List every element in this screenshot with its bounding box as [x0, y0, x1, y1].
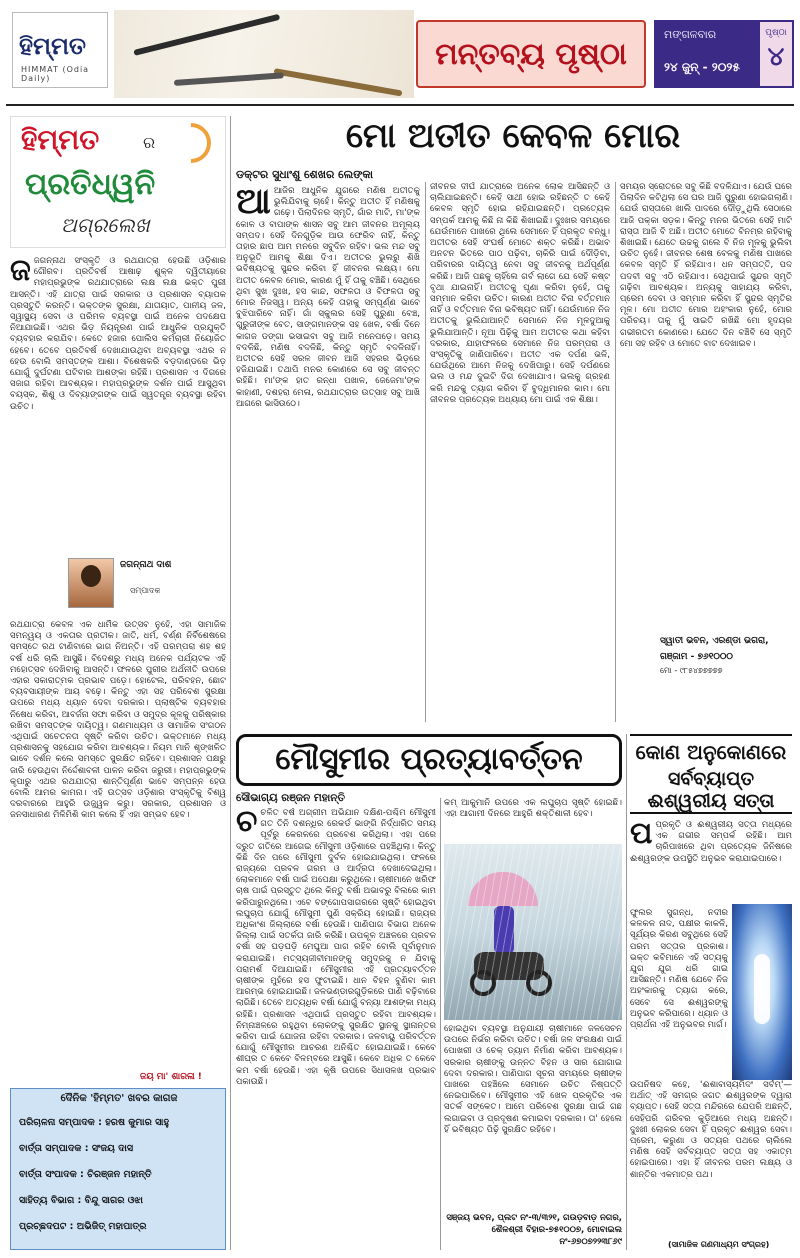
- contact-line: ପରିଚାଳନା ସମ୍ପାଦକ : ହରଷ କୁମାର ସାହୁ: [19, 1117, 169, 1128]
- column-divider: [440, 798, 441, 1250]
- issue-date: ୨୪ ଜୁନ୍ - ୨୦୨୫: [664, 60, 740, 74]
- article2-headline[interactable]: ମୌସୁମୀର ପ୍ରତ୍ୟାବର୍ତ୍ତନ: [236, 734, 622, 786]
- editorial-signature: ଜୟ ମା' ଶାରଳା !: [140, 1072, 202, 1082]
- article3-headline-line1: କୋଣ ଅନୁକୋଣରେ: [635, 740, 787, 764]
- editor-photo: [68, 558, 114, 608]
- contact-heading: ଦୈନିକ 'ହିମ୍ମତ' ଖବର କାଗଜ: [60, 1093, 178, 1104]
- column-divider: [615, 182, 616, 722]
- drop-cap: ଆ: [236, 186, 271, 222]
- article1-column-1: [236, 186, 420, 724]
- article2-address: ସଞ୍ଜୟ ଭବନ, ପ୍ଲଟ ନଂ-୩/୩୨୧, ଗଉଡ଼ବାଡ଼ ନଗର, ଶୈଳଶ୍ରୀ ବିହାର-୭୫୧୦୦୭, ମୋବାଇଲ ନଂ-୬୭୦୭୨୨୩୮୬୯: [446, 1213, 622, 1247]
- article2-text-1: ଚଳିତ ବର୍ଷ ଅଗ୍ରୀମ ଅଭିଯାନ ଦକ୍ଷିଣ-ପଶ୍ଚିମ ମୌସୁମୀ ଗତ ତିନି ଦଶନ୍ଧିର ରେକର୍ଡ ଭାଙ୍ଗି ନିର୍ଦ୍ଧାରିତ ସମୟ ପୂର୍ବରୁ କେରଳରେ ପ୍ରବେଶ କରିଥିଲା। ଏହା ପରେ ଦ୍ରୁତ ଗତିରେ ଆଗେଇ ମୌସୁମୀ ଓଡ଼ିଶାରେ ପହଞ୍ଚିଥିଲା। କିନ୍ତୁ କିଛି ଦିନ ପରେ ମୌସୁମୀ ଦୁର୍ବଳ ହୋଇଯାଇଥିଲା। ଫଳରେ ରାଜ୍ୟରେ ପ୍ରବଳ ଗରମ ଓ ଆର୍ଦ୍ରତା ଦେଖାଦେଇଥିଲା। ଲୋକମାନେ ବର୍ଷା ପାଇଁ ଅପେକ୍ଷା କରୁଥିଲେ। ଚାଷୀମାନେ ଖରିଫ ଚାଷ ପାଇଁ ପ୍ରସ୍ତୁତ ଥିଲେ କିନ୍ତୁ ବର୍ଷା ଅଭାବରୁ ବିଲରେ କାମ କରିପାରୁନଥିଲେ। ଏବେ ବଙ୍ଗୋପସାଗରରେ ସୃଷ୍ଟି ହୋଇଥିବା ଲଘୁଚାପ ଯୋଗୁଁ ମୌସୁମୀ ପୁଣି ସକ୍ରିୟ ହୋଇଛି। ରାଜ୍ୟର ଅଧିକାଂଶ ଜିଲ୍ଲାରେ ବର୍ଷା ହେଉଛି। ପାଣିପାଗ ବିଭାଗ ଅନେକ ଜିଲ୍ଲା ପାଇଁ ସତର୍କତା ଜାରି କରିଛି। ଉପକୂଳ ଅଞ୍ଚଳରେ ପ୍ରବଳ ବର୍ଷା ସହ ଘଡ଼ଘଡ଼ି ମେଘୁଆ ପାଗ ରହିବ ବୋଲି ପୂର୍ବାନୁମାନ କରାଯାଇଛି। ମତ୍ସ୍ୟଜୀବୀମାନଙ୍କୁ ସମୁଦ୍ରକୁ ନ ଯିବାକୁ ପରାମର୍ଶ ଦିଆଯାଇଛି। ମୌସୁମୀର ଏହି ପ୍ରତ୍ୟାବର୍ତ୍ତନ ଚାଷୀଙ୍କ ମୁହଁରେ ହସ ଫୁଟାଇଛି। ଧାନ ବିହନ ବୁଣିବା କାମ ଆରମ୍ଭ ହୋଇଯାଇଛି। ଜଳଭଣ୍ଡାରଗୁଡ଼ିକରେ ପାଣି ବଢ଼ିବାରେ ଲାଗିଛି। ତେବେ ଅତ୍ୟଧିକ ବର୍ଷା ଯୋଗୁଁ ବନ୍ୟା ଆଶଙ୍କା ମଧ୍ୟ ରହିଛି। ପ୍ରଶାସନ ଏଥିପାଇଁ ପ୍ରସ୍ତୁତ ରହିବା ଆବଶ୍ୟକ। ନିମ୍ନାଞ୍ଚଳରେ ରହୁଥିବା ଲୋକଙ୍କୁ ସୁରକ୍ଷିତ ସ୍ଥାନକୁ ସ୍ଥାନାନ୍ତର କରିବା ପାଇଁ ଯୋଜନା ରହିବା ଦରକାର। ଜଳବାୟୁ ପରିବର୍ତ୍ତନ ଯୋଗୁଁ ମୌସୁମୀର ଆଚରଣ ଅନିଶ୍ଚିତ ହୋଇଯାଇଛି। କେବେ ଶୀଘ୍ର ତ କେବେ ବିଳମ୍ବରେ ଆସୁଛି। କେବେ ଅଧିକ ତ କେବେ କମ ବର୍ଷା ହେଉଛି। ଏହା କୃଷି ଉପରେ ସିଧାସଳଖ ପ୍ରଭାବ ପକାଉଛି।: [236, 808, 436, 1087]
- editorial-text-1: ଜଗନ୍ନାଥ ସଂସ୍କୃତି ଓ ରଥଯାତ୍ରା ହେଉଛି ଓଡ଼ିଶାର ଗୌରବ। ପ୍ରତିବର୍ଷ ଆଷାଢ଼ ଶୁକ୍ଳ ଦ୍ୱିତୀୟାରେ ମହାପ୍ରଭୁଙ୍କ ରଥଯାତ୍ରାରେ ଲକ୍ଷ ଲକ୍ଷ ଭକ୍ତ ପୁରୀ ଆସନ୍ତି। ଏହି ଯାତ୍ରା ପାଇଁ ସରକାର ଓ ପ୍ରଶାସନ ବ୍ୟାପକ ପ୍ରସ୍ତୁତି କରନ୍ତି। ଭକ୍ତଙ୍କ ସୁରକ୍ଷା, ଯାତାୟାତ, ପାନୀୟ ଜଳ, ସ୍ୱାସ୍ଥ୍ୟ ସେବା ଓ ପରିମଳ ବ୍ୟବସ୍ଥା ପାଇଁ ଅନେକ ପଦକ୍ଷେପ ନିଆଯାଇଛି। ଏଥର ଭିଡ଼ ନିୟନ୍ତ୍ରଣ ପାଇଁ ଆଧୁନିକ ପ୍ରଯୁକ୍ତି ବ୍ୟବହାର କରାଯିବ। କେତେ ହଜାର ପୋଲିସ କର୍ମଚାରୀ ନିୟୋଜିତ ହେବେ। ତେବେ ପ୍ରତିବର୍ଷ ଦେଖାଯାଉଥିବା ଅବ୍ୟବସ୍ଥା ଏଥର ନ ହେଉ ବୋଲି ସମସ୍ତଙ୍କ ଆଶା। ବିଶେଷକରି ବଡ଼ଦାଣ୍ଡରେ ଭିଡ଼ ଯୋଗୁଁ ଦୁର୍ଘଟଣା ଘଟିବାର ଆଶଙ୍କା ରହିଛି। ପ୍ରଶାସନ ଏ ଦିଗରେ ସଜାଗ ରହିବା ଆବଶ୍ୟକ। ମହାପ୍ରଭୁଙ୍କ ଦର୍ଶନ ପାଇଁ ଆସୁଥିବା ବୟସ୍କ, ଶିଶୁ ଓ ଦିବ୍ୟାଙ୍ଗଙ୍କ ପାଇଁ ସ୍ୱତନ୍ତ୍ର ବ୍ୟବସ୍ଥା ରହିବା ଉଚିତ।: [10, 256, 226, 412]
- pratidhwani-brand: [10, 116, 226, 248]
- weekday: ମଙ୍ଗଳବାର: [664, 28, 717, 41]
- divine-light-image: [732, 904, 792, 1080]
- brand-pratidhwani: ପ୍ରତିଧ୍ୱନି: [25, 167, 156, 202]
- monsoon-rain-photo: [444, 844, 622, 1020]
- author-place: ଗଞ୍ଜାମ - ୭୬୧୦୦୦: [660, 652, 733, 662]
- pen-shape: [273, 68, 402, 96]
- editorial-body-part2: ରଥଯାତ୍ରା କେବଳ ଏକ ଧାର୍ମିକ ଉତ୍ସବ ନୁହେଁ, ଏହା ସାମାଜିକ ସମନ୍ୱୟ ଓ ଏକତାର ପ୍ରତୀକ। ଜାତି, ଧର୍ମ, ବର୍ଣ୍ଣ ନିର୍ବିଶେଷରେ ସମସ୍ତେ ରଥ ଟାଣିବାରେ ଭାଗ ନିଅନ୍ତି। ଏହି ପରମ୍ପରା ଶହ ଶହ ବର୍ଷ ଧରି ଚାଲି ଆସୁଛି। ବିଦେଶରୁ ମଧ୍ୟ ଅନେକ ପର୍ଯ୍ୟଟକ ଏହି ମହୋତ୍ସବ ଦେଖିବାକୁ ଆସନ୍ତି। ଫଳରେ ପୁରୀର ଅର୍ଥନୀତି ଉପରେ ଏହାର ସକାରାତ୍ମକ ପ୍ରଭାବ ପଡ଼େ। ହୋଟେଲ, ପରିବହନ, ଛୋଟ ବ୍ୟବସାୟୀଙ୍କ ଆୟ ବଢ଼େ। କିନ୍ତୁ ଏହା ସହ ପରିବେଶ ସୁରକ୍ଷା ଉପରେ ମଧ୍ୟ ଧ୍ୟାନ ଦେବା ଦରକାର। ପ୍ଲାଷ୍ଟିକ ବ୍ୟବହାର ନିଷେଧ କରିବା, ଆବର୍ଜନା ସଫା କରିବା ଓ ସମୁଦ୍ର କୂଳକୁ ପରିଷ୍କାର ରଖିବା ସମସ୍ତଙ୍କ ଦାୟିତ୍ୱ। ଗଣମାଧ୍ୟମ ଓ ସାମାଜିକ ସଂଗଠନ ଏଥିପାଇଁ ସଚେତନତା ସୃଷ୍ଟି କରିବା ଉଚିତ। ଭକ୍ତମାନେ ମଧ୍ୟ ପ୍ରଶାସନକୁ ସହଯୋଗ କରିବା ଆବଶ୍ୟକ। ନିୟମ ମାନି ଶୃଙ୍ଖଳିତ ଭାବେ ଦର୍ଶନ କଲେ ସମସ୍ତେ ସୁରକ୍ଷିତ ରହିବେ। ପ୍ରଶାସନ ପକ୍ଷରୁ ଜାରି ହେଉଥିବା ନିର୍ଦ୍ଦେଶାବଳୀ ପାଳନ କରିବା ଜରୁରୀ। ମହାପ୍ରଭୁଙ୍କ କୃପାରୁ ଏଥର ରଥଯାତ୍ରା ଶାନ୍ତିପୂର୍ଣ୍ଣ ଭାବେ ସମ୍ପନ୍ନ ହେଉ ବୋଲି ଆମର କାମନା। ଏହି ଉତ୍ସବ ଓଡ଼ିଶାର ସଂସ୍କୃତିକୁ ବିଶ୍ୱ ଦରବାରରେ ଆହୁରି ଉଜ୍ଜ୍ୱଳ କରୁ। ସରକାର, ପ୍ରଶାସନ ଓ ଜନସାଧାରଣ ମିଳିମିଶି କାମ କଲେ ହିଁ ଏହା ସମ୍ଭବ ହେବ।: [10, 620, 226, 821]
- article3-column-narrow: ଫୁଲର ସୁଗନ୍ଧ, ନଦୀର କଳକଳ ନାଦ, ପକ୍ଷୀର କାକଳି, ସୂର୍ଯ୍ୟର କିରଣ ସବୁଥିରେ ସେହି ପରମ ସତ୍ତାର ପ୍ରକାଶ। ଭକ୍ତ କବିମାନେ ଏହି ସତ୍ୟକୁ ଯୁଗ ଯୁଗ ଧରି ଗାଇ ଆସିଛନ୍ତି। ମଣିଷ ଯେବେ ନିଜ ଅହଂକାରକୁ ତ୍ୟାଗ କରେ, ସେବେ ସେ ଈଶ୍ୱରଙ୍କୁ ଅନୁଭବ କରିପାରେ। ଧ୍ୟାନ ଓ ପ୍ରାର୍ଥନା ଏହି ଅନୁଭବର ମାର୍ଗ।: [630, 908, 728, 1031]
- article3-headline-line2: ସର୍ବବ୍ୟାପ୍ତ ଈଶ୍ୱରୀୟ ସତ୍ତା: [647, 768, 775, 812]
- article2-column-2-top: କମ୍ ଆକୁମାନି ଉପରେ ଏକ ଲଘୁଚାପ ସୃଷ୍ଟି ହୋଇଛି। ଏହା ଆଗାମୀ ଦିନରେ ଆହୁରି ଶକ୍ତିଶାଳୀ ହେବ।: [444, 798, 622, 820]
- author-address: ସ୍ୱାତୀ ଭବନ, ଏରଣ୍ଡା ଭଗରା,: [660, 636, 769, 646]
- editor-role: ସମ୍ପାଦକ: [130, 586, 161, 595]
- page-label: ପୃଷ୍ଠା: [765, 28, 787, 38]
- wifi-signal-icon: [163, 115, 220, 172]
- brand-himmat: ହିମ୍ମତ: [21, 123, 100, 156]
- pen-shape: [133, 14, 280, 56]
- contact-line: ବାର୍ତ୍ତା ସଂପାଦକ : ଚିରଞ୍ଜନ ମହାନ୍ତି: [19, 1169, 152, 1180]
- date-box: [654, 20, 758, 88]
- editor-name: ଜଗନ୍ନାଥ ଦାଶ: [120, 560, 172, 570]
- article3-source: (ସାମାଜିକ ଗଣମାଧ୍ୟମ ସଂଗ୍ରହ): [668, 1240, 770, 1249]
- article2-byline: ସୌଭାଗ୍ୟ ରଞ୍ଜନ ମହାନ୍ତି: [236, 792, 346, 804]
- brand-ra: ର: [143, 133, 156, 152]
- article2-column-2-bottom: ହୋଇଥିବା ବ୍ୟବସ୍ଥା ଅନୁଯାୟୀ ଚାଷୀମାନେ ଜଳସେଚନ ଉପରେ ନିର୍ଭର କରିବା ଉଚିତ। ବର୍ଷା ଜଳ ସଂରକ୍ଷଣ ପାଇଁ ପୋଖରୀ ଓ ଚେକ୍ ଡ୍ୟାମ ନିର୍ମାଣ କରିବା ଆବଶ୍ୟକ। ସରକାର ଚାଷୀଙ୍କୁ ଉନ୍ନତ ବିହନ ଓ ସାର ଯୋଗାଇ ଦେବା ଦରକାର। ପାଣିପାଗ ସୂଚନା ସମୟରେ ଚାଷୀଙ୍କ ପାଖରେ ପହଞ୍ଚିଲେ ସେମାନେ ଉଚିତ ନିଷ୍ପତ୍ତି ନେଇପାରିବେ। ମୌସୁମୀର ଏହି ଖେଳ ପ୍ରକୃତିର ଏକ ସତର୍କ ସଙ୍କେତ। ଆମେ ପରିବେଶ ସୁରକ୍ଷା ପାଇଁ ଗଛ ଲଗାଇବା ଓ ପ୍ରଦୂଷଣ କମାଇବା ଦରକାର। ତା' ହେଲେ ହିଁ ଭବିଷ୍ୟତ ପିଢ଼ି ସୁରକ୍ଷିତ ରହିବେ।: [444, 1024, 622, 1135]
- article1-column-2: ଜୀବନର ଦୀର୍ଘ ଯାତ୍ରାରେ ଅନେକ ଲୋକ ଆସିଛନ୍ତି ଓ ଚାଲିଯାଇଛନ୍ତି। କେହି ସାଥୀ ହୋଇ ରହିଛନ୍ତି ତ କେହି କେବଳ ସ୍ମୃତି ହୋଇ ରହିଯାଇଛନ୍ତି। ପ୍ରତ୍ୟେକ ସମ୍ପର୍କ ଆମକୁ କିଛି ନା କିଛି ଶିଖାଇଛି। ଦୁଃଖର ସମୟରେ ଯେଉଁମାନେ ପାଖରେ ଥିଲେ ସେମାନେ ହିଁ ପ୍ରକୃତ ବନ୍ଧୁ। ଅତୀତର ସେହି ସଂଘର୍ଷ ମୋତେ ଶକ୍ତ କରିଛି। ଅଭାବ ଅନଟନ ଭିତରେ ପାଠ ପଢ଼ିବା, ଚାକିରି ପାଇଁ ଦୌଡ଼ିବା, ପରିବାରର ଦାୟିତ୍ୱ ନେବା ସବୁ ଜୀବନକୁ ଅର୍ଥପୂର୍ଣ୍ଣ କରିଛି। ଆଜି ପଛକୁ ଚାହିଁଲେ ଗର୍ବ ଲାଗେ ଯେ ସେହି କଷ୍ଟ ବୃଥା ଯାଇନାହିଁ। ଅତୀତକୁ ଘୃଣା କରିବା ନୁହେଁ, ତାକୁ ସମ୍ମାନ କରିବା ଉଚିତ। କାରଣ ଅତୀତ ବିନା ବର୍ତ୍ତମାନ ନାହିଁ ଓ ବର୍ତ୍ତମାନ ବିନା ଭବିଷ୍ୟତ ନାହିଁ। ଯେଉଁମାନେ ନିଜ ଅତୀତକୁ ଭୁଲିଯାଆନ୍ତି ସେମାନେ ନିଜ ମୂଳଦୁଆକୁ ଭୁଲିଯାଆନ୍ତି। ନୂଆ ପିଢ଼ିକୁ ଆମ ଅତୀତର କଥା କହିବା ଦରକାର, ଯାହାଫଳରେ ସେମାନେ ନିଜ ପରମ୍ପରା ଓ ସଂସ୍କୃତିକୁ ଜାଣିପାରିବେ। ଅତୀତ ଏକ ଦର୍ପଣ ଭଳି, ଯେଉଁଥିରେ ଆମେ ନିଜକୁ ଦେଖିପାରୁ। ସେହି ଦର୍ପଣରେ ଭଲ ଓ ମନ୍ଦ ଦୁଇଟି ଦିଗ ଦେଖାଯାଏ। ଭଲକୁ ଗ୍ରହଣ କରି ମନ୍ଦକୁ ତ୍ୟାଗ କରିବା ହିଁ ବୁଦ୍ଧିମାନର କାମ। ମୋ ଜୀବନର ପ୍ରତ୍ୟେକ ଅଧ୍ୟାୟ ମୋ ପାଇଁ ଏକ ଶିକ୍ଷା।: [430, 182, 610, 405]
- contact-box: [10, 1088, 226, 1250]
- article1-text-1: ଆଜିର ଆଧୁନିକ ଯୁଗରେ ମଣିଷ ଅତୀତକୁ ଭୁଲିଯିବାକୁ ଚାହେଁ। କିନ୍ତୁ ଅତୀତ ହିଁ ମଣିଷକୁ ଗଢ଼େ। ପିଲାଦିନର ସ୍ମୃତି, ଗାଁର ମାଟି, ମା'ଙ୍କ କୋଳ ଓ ବାପାଙ୍କ ଶାସନ ସବୁ ଆମ ଜୀବନର ଅମୂଲ୍ୟ ସମ୍ପଦ। ସେହି ଦିନଗୁଡ଼ିକ ଆଉ ଫେରିବ ନାହିଁ, କିନ୍ତୁ ତାହାର ଛାପ ଆମ ମନରେ ସବୁଦିନ ରହିବ। ଭଲ ମନ୍ଦ ସବୁ ଅନୁଭୂତି ଆମକୁ ଶିକ୍ଷା ଦିଏ। ଅତୀତର ଭୁଲରୁ ଶିଖି ଭବିଷ୍ୟତକୁ ସୁନ୍ଦର କରିବା ହିଁ ଜୀବନର ଲକ୍ଷ୍ୟ। ମୋ ଅତୀତ କେବଳ ମୋର, କାରଣ ମୁଁ ହିଁ ତାକୁ ବଞ୍ଚିଛି। ସେଥିରେ ଥିବା ସୁଖ ଦୁଃଖ, ହସ କାନ୍ଦ, ସଫଳତା ଓ ବିଫଳତା ସବୁ ମୋର ନିଜସ୍ୱ। ଅନ୍ୟ କେହି ତାହାକୁ ସମ୍ପୂର୍ଣ୍ଣ ଭାବେ ବୁଝିପାରିବେ ନାହିଁ। ଗାଁ ସ୍କୁଲର ସେହି ପୁରୁଣା ବେଞ୍ଚ, ଗୁରୁଜୀଙ୍କ ବେତ, ସାଙ୍ଗମାନଙ୍କ ସହ ଖେଳ, ବର୍ଷା ଦିନେ କାଗଜ ଡଙ୍ଗା ଭସାଇବା ସବୁ ଆଜି ମନେପଡ଼େ। ସମୟ ବଦଳିଛି, ମଣିଷ ବଦଳିଛି, କିନ୍ତୁ ସ୍ମୃତି ବଦଳିନାହିଁ। ଅତୀତର ସେହି ସରଳ ଜୀବନ ଆଜି ସହରର ଭିଡ଼ରେ ହଜିଯାଇଛି। ତଥାପି ମନର କୋଣରେ ସେ ସବୁ ଜୀବନ୍ତ ରହିଛି। ମା'ଙ୍କ ହାତ ରନ୍ଧା ପଖାଳ, ଜେଜେମା'ଙ୍କ କାହାଣୀ, ଦଶହରା ମେଳା, ରଥଯାତ୍ରାର ଉତ୍ସାହ ସବୁ ଆଖି ଆଗରେ ଭାସିଉଠେ।: [236, 186, 420, 409]
- editorial-body-part1: [10, 256, 226, 546]
- article3-column-bottom: ଉପନିଷଦ କହେ, 'ଈଶାବାସ୍ୟମିଦଂ ସର୍ବମ୍'— ଅର୍ଥାତ୍ ଏହି ସମଗ୍ର ଜଗତ ଈଶ୍ୱରଙ୍କ ଦ୍ୱାରା ବ୍ୟାପ୍ତ। ସେହି ସତ୍ତା ମନ୍ଦିରରେ ଯେପରି ଅଛନ୍ତି, ସେହିପରି ଗରିବର କୁଡ଼ିଆରେ ମଧ୍ୟ ଅଛନ୍ତି। ଦୁଃଖୀ ଲୋକର ସେବା ହିଁ ପ୍ରକୃତ ଈଶ୍ୱର ସେବା। ପ୍ରେମ, କରୁଣା ଓ ସତ୍ୟର ପଥରେ ଚାଲିଲେ ମଣିଷ ସେହି ସର୍ବବ୍ୟାପ୍ତ ସତ୍ତା ସହ ଏକାତ୍ମ ହୋଇପାରେ। ଏହା ହିଁ ଜୀବନର ପରମ ଲକ୍ଷ୍ୟ ଓ ଶାନ୍ତିର ଏକମାତ୍ର ପଥ।: [630, 1080, 792, 1180]
- editor-card: [10, 552, 226, 616]
- article1-byline: ଡକ୍ଟର ସୁଧାଂଶୁ ଶେଖର ଲେଙ୍କା: [236, 168, 373, 181]
- page-number-box: [758, 20, 794, 88]
- article3-text-1: ପ୍ରକୃତି ଓ ଈଶ୍ୱରୀୟ ସତ୍ତା ମଧ୍ୟରେ ଏକ ଗଭୀର ସମ୍ପର୍କ ରହିଛି। ଆମ ଚାରିପାଖରେ ଥିବା ପ୍ରତ୍ୟେକ ଜିନିଷରେ ଈଶ୍ୱରଙ୍କ ଉପସ୍ଥିତି ଅନୁଭବ କରାଯାଇପାରେ।: [630, 820, 792, 864]
- pen-shape: [174, 72, 284, 86]
- article3-headline[interactable]: [630, 734, 792, 814]
- brand-agraleha: ଅଗ୍ରଲେଖ: [61, 213, 150, 237]
- fountain-pen-icon: [114, 10, 414, 98]
- column-divider: [230, 116, 231, 1250]
- logo-text: ହିମ୍ମତ: [19, 31, 87, 60]
- contact-line: ପ୍ରଚ୍ଛଦପଟ : ଅଭିଜିତ୍ ମହାପାତ୍ର: [19, 1221, 147, 1232]
- page-number: ୪: [767, 42, 785, 72]
- article3-intro: [630, 820, 792, 906]
- author-phone: ମୋ - ୯୮୫୪୭୭୭୭୭: [660, 666, 723, 675]
- drop-cap: ଚ: [236, 808, 258, 839]
- editorial-column: [10, 116, 226, 1250]
- article2-column-1: [236, 808, 436, 1250]
- masthead: [6, 6, 794, 106]
- contact-line: ବାର୍ତ୍ତା ସମ୍ପାଦକ : ସଂଜୟ ଦାସ: [19, 1143, 134, 1154]
- article1-headline[interactable]: ମୋ ଅତୀତ କେବଳ ମୋର: [345, 116, 681, 156]
- drop-cap: ଜ: [10, 256, 31, 288]
- section-title: ମନ୍ତବ୍ୟ ପୃଷ୍ଠା: [416, 20, 646, 88]
- figure-silhouette: [754, 954, 770, 1024]
- newspaper-logo[interactable]: [12, 12, 108, 88]
- article1-column-3: ସମୟର ସ୍ରୋତରେ ସବୁ କିଛି ବଦଳିଯାଏ। ଯେଉଁ ଘରେ ପିଲାଦିନ କଟିଥିଲା ସେ ଘର ଆଜି ପୁରୁଣା ହୋଇଗଲାଣି। ଯେଉଁ ରାସ୍ତାରେ ଖାଲି ପାଦରେ ଦୌଡ଼ୁଥିଲି ସେଠାରେ ଆଜି ପକ୍କା ସଡ଼କ। କିନ୍ତୁ ମନର ଭିତରେ ସେହି ମାଟି ରାସ୍ତା ଆଜି ବି ଅଛି। ଅତୀତ ମୋତେ ବିନମ୍ର ରହିବାକୁ ଶିଖାଇଛି। ଯେତେ ଉଚ୍ଚକୁ ଗଲେ ବି ନିଜ ମୂଳକୁ ଭୁଲିବା ଉଚିତ ନୁହେଁ। ଜୀବନର ଶେଷ ବେଳକୁ ମଣିଷ ପାଖରେ କେବଳ ସ୍ମୃତି ହିଁ ରହିଯାଏ। ଧନ ସମ୍ପତ୍ତି, ପଦ ପଦବୀ ସବୁ ଏଠି ରହିଯାଏ। ସେଥିପାଇଁ ସୁନ୍ଦର ସ୍ମୃତି ଗଢ଼ିବା ଆବଶ୍ୟକ। ଅନ୍ୟକୁ ସାହାଯ୍ୟ କରିବା, ପ୍ରେମ ଦେବା ଓ ସମ୍ମାନ କରିବା ହିଁ ସୁନ୍ଦର ସ୍ମୃତିର ମୂଳ। ମୋ ଅତୀତ ମୋର ଅହଂକାର ନୁହେଁ, ମୋର ପରିଚୟ। ତାକୁ ମୁଁ ସାଇତି ରଖିଛି ମୋ ହୃଦୟର ଗଭୀରତମ କୋଣରେ। ଯେତେ ଦିନ ବଞ୍ଚିବି ସେ ସ୍ମୃତି ମୋ ସହ ରହିବ ଓ ମୋତେ ବାଟ ଦେଖାଇବ।: [620, 182, 792, 349]
- rain-overlay: [444, 844, 622, 1020]
- column-divider: [626, 734, 627, 1250]
- drop-cap: ପ: [630, 820, 653, 851]
- column-divider: [425, 182, 426, 722]
- contact-line: ସାହିତ୍ୟ ବିଭାଗ : ବିନ୍ଦୁ ସାଗର ଓଝା: [19, 1195, 143, 1206]
- logo-subtitle: HIMMAT (Odia Daily): [21, 65, 90, 83]
